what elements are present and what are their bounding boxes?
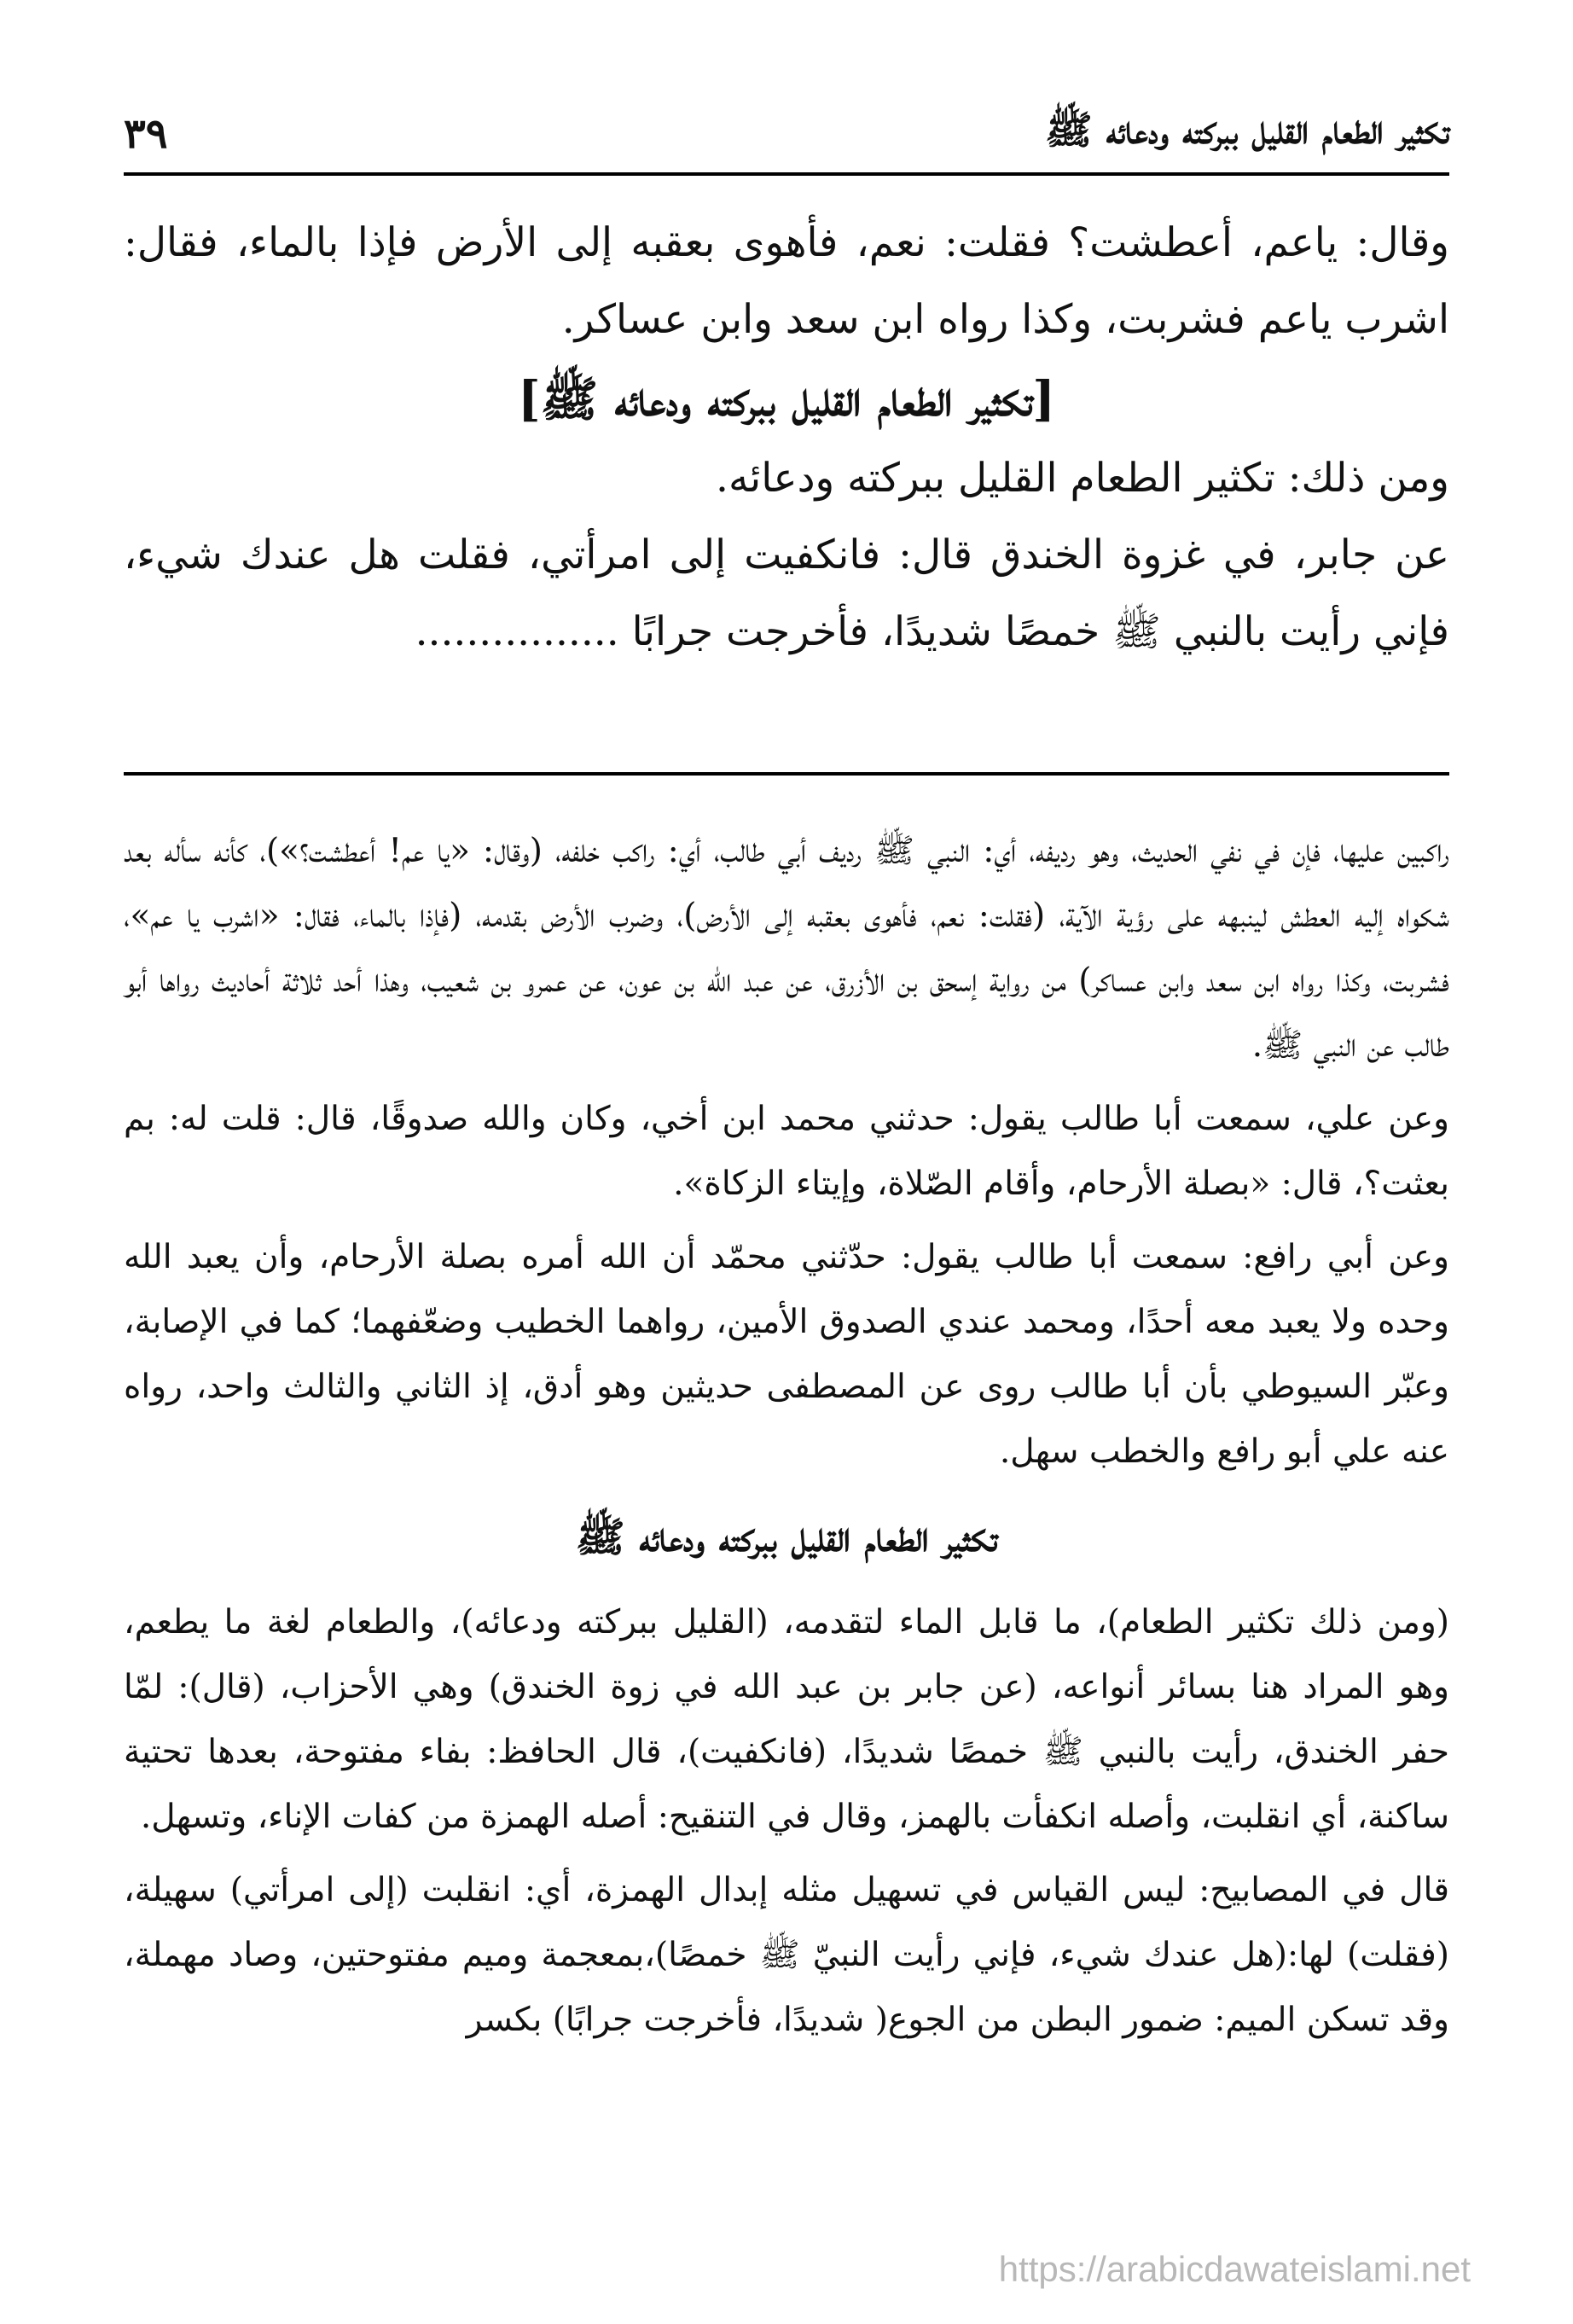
main-paragraph: ومن ذلك: تكثير الطعام القليل ببركته ودعائه. [716,455,1449,502]
main-divider [124,772,1449,776]
commentary-section-heading: تكثير الطعام القليل ببركته ودعائه ﷺ [575,1514,998,1561]
page-number: ٣٩ [124,110,168,158]
commentary-paragraph: قال في المصابيح: ليس القياس في تسهيل مثله إبدال الهمزة، أي: انقلبت (إلى امرأتي) سهيلة،(فقلت) لها:(هل عندك شيء، فإني رأيت النبيّ ﷺ خمصًا)،بمعجمة وميم مفتوحتين، وصاد مهملة، وقد تسكن الميم: ضمور البطن من الجوع( شديدًا، فأخرجت جرابًا) بكسر [124,1871,1449,2039]
watermark-url: https://arabicdawateislami.net [998,2249,1471,2289]
main-section-heading: [تكثير الطعام القليل ببركته ودعائه ﷺ] [518,371,1055,427]
commentary-text [124,819,1449,2061]
commentary-paragraph: (ومن ذلك تكثير الطعام)، ما قابل الماء لتقدمه، (القليل ببركته ودعائه)، والطعام لغة ما يطعم، وهو المراد هنا بسائر أنواعه، (عن جابر بن عبد الله في زوة الخندق) وهي الأحزاب، (قال): لمّا حفر الخندق، رأيت بالنبي ﷺ خمصًا شديدًا، (فانكفيت)، قال الحافظ: بفاء مفتوحة، بعدها تحتية ساكنة، أي انقلبت، وأصله انكفأت بالهمز، وقال في التنقيح: أصله الهمزة من كفات الإناء، وتسهل. [124,1603,1449,1836]
main-paragraph: عن جابر، في غزوة الخندق قال: فانكفيت إلى امرأتي، فقلت هل عندك شيء، فإني رأيت بالنبي ﷺ خمصًا شديدًا، فأخرجت جرابًا ................ [124,532,1449,655]
page-header [124,96,1449,176]
commentary-paragraph: راكبين عليها، فإن في نفي الحديث، وهو رديفه، أي: النبي ﷺ رديف أبي طالب، أي: راكب خلفه، (وقال: «يا عم! أعطشت؟»)، كأنه سأله بعد شكواه إليه العطش لينبهه على رؤية الآية، (فقلت: نعم، فأهوى بعقبه إلى الأرض)، وضرب الأرض بقدمه، (فإذا بالماء، فقال: «اشرب يا عم»، فشربت، وكذا رواه ابن سعد وابن عساكر) من رواية إسحق بن الأزرق، عن عبد الله بن عون، عن عمرو بن شعيب، وهذا أحد ثلاثة أحاديث رواها أبو طالب عن النبي ﷺ. [124,832,1449,1065]
running-title: تكثير الطعام القليل ببركته ودعائه ﷺ [1045,106,1449,153]
main-text [124,205,1449,671]
commentary-paragraph: وعن أبي رافع: سمعت أبا طالب يقول: حدّثني محمّد أن الله أمره بصلة الأرحام، وأن يعبد الله وحده ولا يعبد معه أحدًا، ومحمد عندي الصدوق الأمين، رواهما الخطيب وضعّفهما؛ كما في الإصابة، وعبّر السيوطي بأن أبا طالب روى عن المصطفى حديثين وهو أدق، إذ الثاني والثالث واحد، رواه عنه علي أبو رافع والخطب سهل. [124,1238,1449,1471]
commentary-paragraph: وعن علي، سمعت أبا طالب يقول: حدثني محمد ابن أخي، وكان والله صدوقًا، قال: قلت له: بم بعثت؟، قال: «بصلة الأرحام، وأقام الصّلاة، وإيتاء الزكاة». [124,1100,1449,1203]
main-paragraph: وقال: ياعم، أعطشت؟ فقلت: نعم، فأهوى بعقبه إلى الأرض فإذا بالماء، فقال: اشرب ياعم فشربت، وكذا رواه ابن سعد وابن عساكر. [124,219,1449,343]
